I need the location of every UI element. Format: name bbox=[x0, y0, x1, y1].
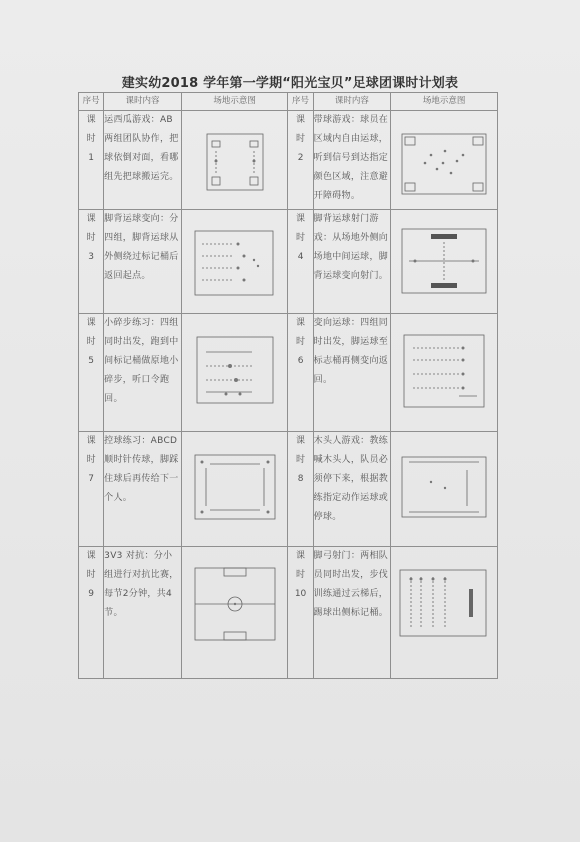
lesson-number: 课 时 5 bbox=[79, 314, 104, 432]
field-diagram-image bbox=[399, 569, 487, 637]
table-row bbox=[79, 210, 498, 314]
field-diagram bbox=[181, 432, 288, 547]
header-content: 课时内容 bbox=[313, 93, 391, 111]
lesson-content: 脚背运球变向：分四组，脚背运球从外侧绕过标记桶后返回起点。 bbox=[104, 210, 182, 314]
field-diagram bbox=[391, 547, 498, 679]
header-content: 课时内容 bbox=[104, 93, 182, 111]
lesson-number: 课 时 7 bbox=[79, 432, 104, 547]
field-diagram-image bbox=[194, 454, 276, 520]
lesson-number: 课 时 1 bbox=[79, 111, 104, 210]
lesson-number: 课 时 2 bbox=[288, 111, 313, 210]
table-row bbox=[79, 432, 498, 547]
field-diagram-image bbox=[206, 133, 264, 191]
table-header-row bbox=[79, 93, 498, 111]
table-row bbox=[79, 547, 498, 679]
lesson-content: 3V3 对抗：分小组进行对抗比赛，每节2分钟，共4节。 bbox=[104, 547, 182, 679]
field-diagram-image bbox=[401, 133, 487, 195]
field-diagram bbox=[181, 111, 288, 210]
lesson-number: 课 时 10 bbox=[288, 547, 313, 679]
field-diagram bbox=[181, 210, 288, 314]
field-diagram-image bbox=[403, 334, 485, 408]
lesson-number: 课 时 8 bbox=[288, 432, 313, 547]
field-diagram bbox=[391, 210, 498, 314]
lesson-number: 课 时 3 bbox=[79, 210, 104, 314]
lesson-content: 脚弓射门：两相队员同时出发，步伐训练通过云梯后，踢球出侧标记桶。 bbox=[313, 547, 391, 679]
lesson-content: 运西瓜游戏：AB两组团队协作，把球依倒对面，看哪组先把球搬运完。 bbox=[104, 111, 182, 210]
lesson-number: 课 时 4 bbox=[288, 210, 313, 314]
field-diagram bbox=[181, 547, 288, 679]
lesson-content: 木头人游戏：教练喊木头人，队员必须停下来，根据教练指定动作运球或停球。 bbox=[313, 432, 391, 547]
header-seq: 序号 bbox=[288, 93, 313, 111]
field-diagram-image bbox=[196, 336, 274, 404]
field-diagram bbox=[391, 314, 498, 432]
field-diagram-image bbox=[194, 567, 276, 641]
field-diagram-image bbox=[401, 228, 487, 294]
lesson-content: 脚背运球射门游戏：从场地外侧向场地中间运球，脚背运球变向射门。 bbox=[313, 210, 391, 314]
header-diagram: 场地示意图 bbox=[181, 93, 288, 111]
header-diagram: 场地示意图 bbox=[391, 93, 498, 111]
lesson-content: 小碎步练习：四组同时出发，跑到中间标记桶做原地小碎步，听口令跑回。 bbox=[104, 314, 182, 432]
page-title: 建实幼2018 学年第一学期“阳光宝贝”足球团课时计划表 bbox=[121, 76, 459, 91]
field-diagram-image bbox=[401, 456, 487, 518]
table-row bbox=[79, 314, 498, 432]
table-row bbox=[79, 111, 498, 210]
field-diagram bbox=[391, 432, 498, 547]
lesson-number: 课 时 6 bbox=[288, 314, 313, 432]
field-diagram bbox=[391, 111, 498, 210]
lesson-content: 带球游戏：球员在区域内自由运球，听到信号到达指定颜色区域，注意避开障碍物。 bbox=[313, 111, 391, 210]
header-seq: 序号 bbox=[79, 93, 104, 111]
lesson-number: 课 时 9 bbox=[79, 547, 104, 679]
lesson-content: 变向运球：四组同时出发，脚运球至标志桶再侧变向返回。 bbox=[313, 314, 391, 432]
field-diagram-image bbox=[194, 230, 274, 296]
lesson-content: 控球练习：ABCD顺时针传球，脚踩住球后再传给下一个人。 bbox=[104, 432, 182, 547]
lesson-plan-table bbox=[78, 92, 498, 679]
field-diagram bbox=[181, 314, 288, 432]
